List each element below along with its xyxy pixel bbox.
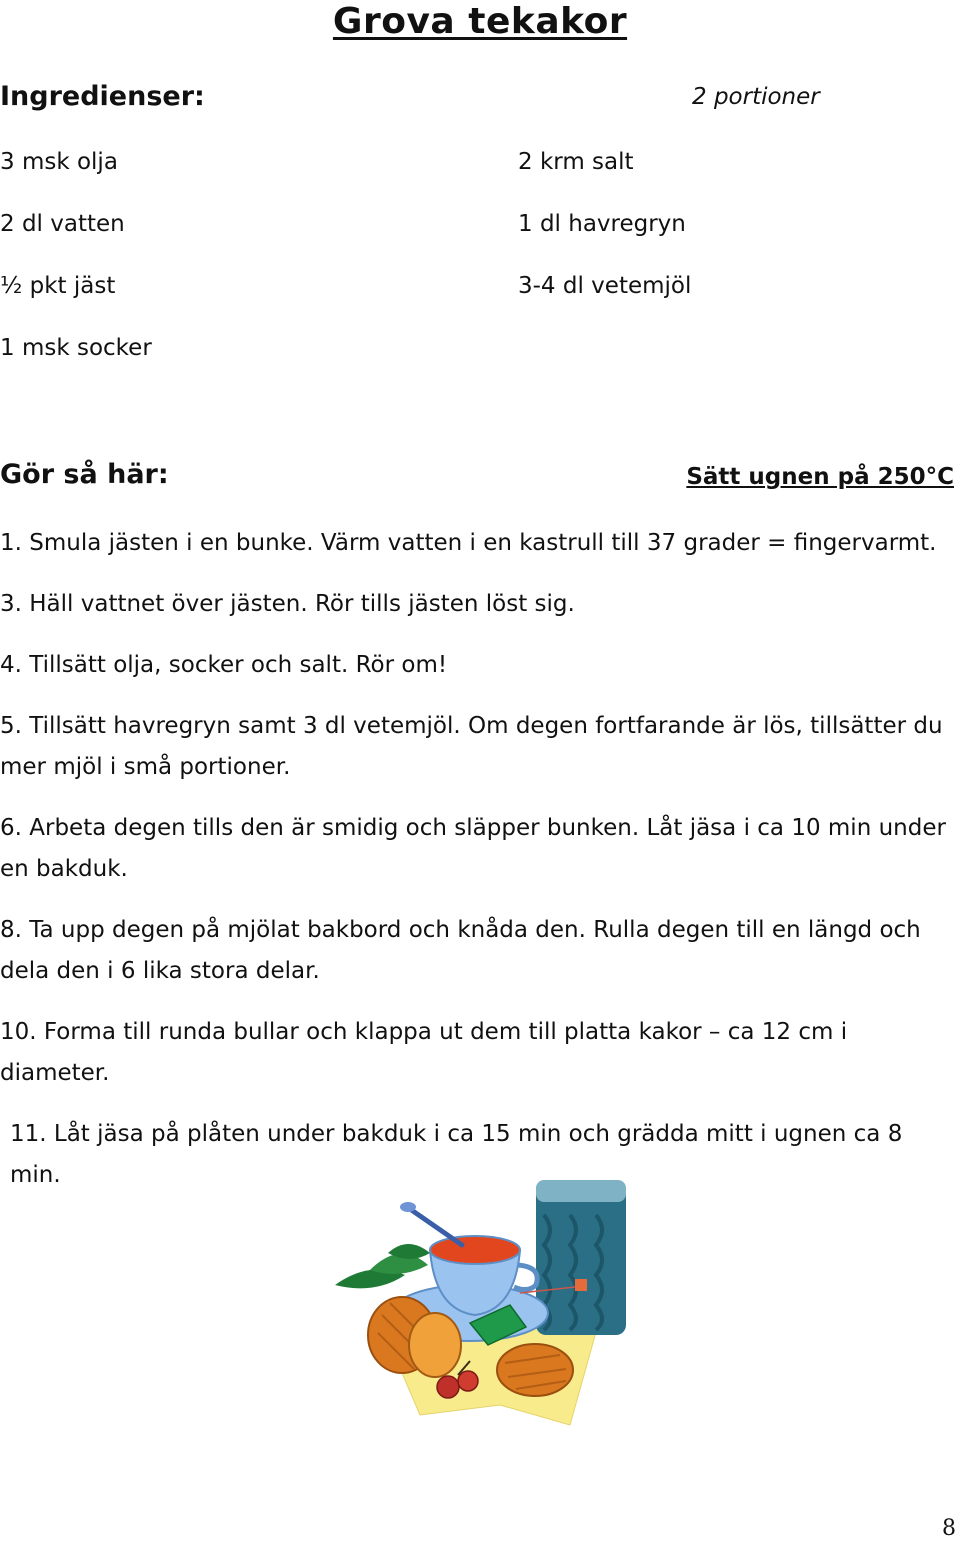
ingredients-heading: Ingredienser: [0, 81, 205, 112]
oven-instruction: Sätt ugnen på 250°C [686, 464, 954, 490]
ingredient-item: 1 msk socker [0, 335, 152, 361]
ingredient-item: 2 krm salt [518, 149, 634, 175]
step-item: 1. Smula jästen i en bunke. Värm vatten i en kastrull till 37 grader = fingervarmt. [0, 530, 937, 556]
step-item: 4. Tillsätt olja, socker och salt. Rör om! [0, 652, 448, 678]
step-item: 3. Häll vattnet över jästen. Rör tills jästen löst sig. [0, 591, 575, 617]
servings-label: 2 portioner [692, 84, 820, 110]
ingredient-item: 1 dl havregryn [518, 211, 686, 237]
ingredient-item: 2 dl vatten [0, 211, 125, 237]
step-item: 11. Låt jäsa på plåten under bakduk i ca 15 min och grädda mitt i ugnen ca 8 min. [10, 1121, 903, 1188]
method-heading: Gör så här: [0, 459, 169, 490]
step-item: 8. Ta upp degen på mjölat bakbord och knåda den. Rulla degen till en längd och dela den i 6 lika stora delar. [0, 917, 921, 984]
step-item: 6. Arbeta degen tills den är smidig och släpper bunken. Låt jäsa i ca 10 min under en bakduk. [0, 815, 946, 882]
page-number: 8 [942, 1516, 956, 1541]
step-item: 5. Tillsätt havregryn samt 3 dl vetemjöl. Om degen fortfarande är lös, tillsätter du mer mjöl i små portioner. [0, 713, 943, 780]
tea-cup-cookies-illustration-icon [330, 1175, 630, 1435]
method-steps [0, 523, 958, 1216]
ingredient-item: 3-4 dl vetemjöl [518, 273, 692, 299]
page-title: Grova tekakor [332, 1, 628, 42]
step-item: 10. Forma till runda bullar och klappa ut dem till platta kakor – ca 12 cm i diameter. [0, 1019, 848, 1086]
ingredient-item: ½ pkt jäst [0, 273, 116, 299]
ingredient-item: 3 msk olja [0, 149, 118, 175]
